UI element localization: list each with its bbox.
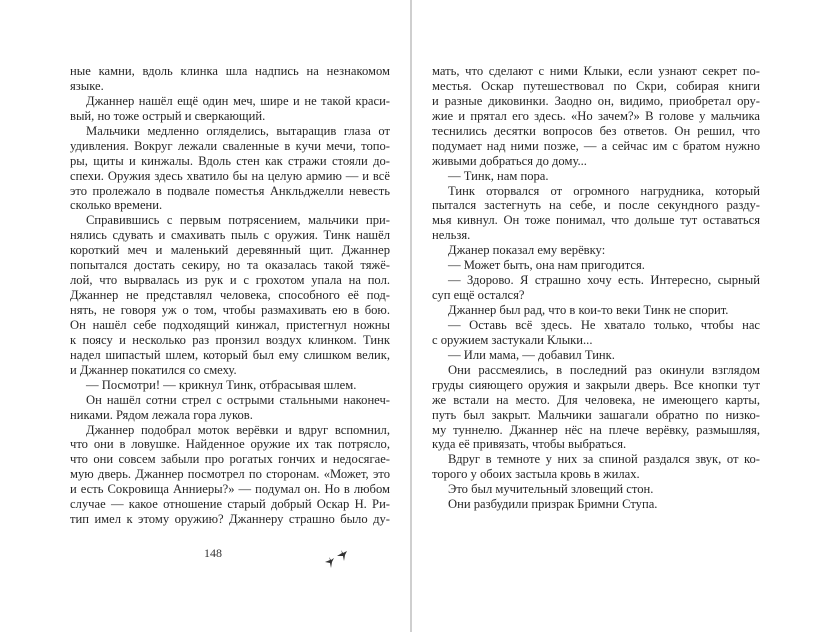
text-line: живыми добраться до дому...	[432, 153, 587, 168]
text-line: попытался достать секиру, но та оказалась такой тяжё-	[70, 258, 390, 273]
text-line: ры, щиты и кинжалы. Вдоль стен как стражи стояли до-	[70, 153, 390, 168]
text-line: груды сияющего оружия и закрыли дверь. Все кнопки тут	[432, 377, 760, 392]
text-line: Он нашёл себе подходящий кинжал, пристегнул ножны	[70, 317, 390, 332]
text-line: мую дверь. Джаннер посмотрел по сторонам. «Может, это	[70, 467, 390, 482]
text-line: Они разбудили призрак Бримни Ступа.	[448, 497, 658, 512]
left-page-text	[70, 64, 390, 527]
text-line: и разные диковинки. Заодно он, видимо, приобретал ору-	[432, 93, 760, 108]
text-line: что они совсем забыли про рогатых гончих и недосягае-	[70, 452, 390, 467]
text-line: лой, что вырвалась из рук и с грохотом упала на пол.	[70, 273, 390, 288]
text-line: мья кивнул. Он тоже понимал, что дольше тут оставаться	[432, 213, 760, 228]
text-line: нялись сдувать и смахивать пыль с оружия. Тинк нашёл	[70, 228, 390, 243]
text-line: нельзя.	[432, 228, 471, 243]
text-line: спехи. Оружия здесь хватило бы на целую армию — и всё	[70, 168, 390, 183]
text-line: же встали на место. Для человека, не имеющего карты,	[432, 392, 760, 407]
text-line: мать, что сделают с ними Клыки, если узнают секрет по-	[432, 64, 760, 78]
text-line: никами. Рядом лежала гора луков.	[70, 407, 253, 422]
text-line: к поясу и несколько раз пронзил воздух клинком. Тинк	[70, 332, 390, 347]
text-line: языке.	[70, 78, 104, 93]
page-number: 148	[204, 546, 222, 560]
text-line: Тинк оторвался от огромного нагрудника, который	[448, 183, 760, 198]
text-line: Джаннер не представлял человека, способного её под-	[70, 288, 390, 303]
text-line: и Джаннер покатился со смеху.	[70, 362, 237, 377]
text-line: короткий меч и маленький деревянный щит. Джаннер	[70, 243, 390, 258]
text-line: с оружием застукали Клыки...	[432, 332, 593, 347]
text-line: жие и прятал его здесь. «Но зачем?» В голове у мальчика	[432, 108, 760, 123]
text-line: ные камни, вдоль клинка шла надпись на незнакомом	[70, 64, 390, 78]
text-line: путь был закрыт. Мальчики зашагали обратно по низко-	[432, 407, 760, 422]
text-line: куда её привязать, чтобы выбраться.	[432, 437, 627, 452]
text-line: что они в ловушке. Найденное оружие их так потрясло,	[70, 437, 390, 452]
text-line: теснились десятки вопросов без ответов. Он решил, что	[432, 123, 760, 138]
text-line: — Может быть, она нам пригодится.	[448, 258, 645, 273]
text-line: Это был мучительный зловещий стон.	[448, 482, 654, 497]
text-line: Вдруг в темноте у них за спиной раздался звук, от ко-	[448, 452, 760, 467]
text-line: Они рассмеялись, в последний раз окинули взглядом	[448, 362, 760, 377]
text-line: Он нашёл сотни стрел с острыми стальными наконеч-	[86, 392, 390, 407]
text-line: Справившись с первым потрясением, мальчики при-	[86, 213, 390, 228]
text-line: — Оставь всё здесь. Не хватало только, чтобы нас	[448, 317, 760, 332]
text-line: Джаннер нашёл ещё один меч, шире и не такой краси-	[86, 93, 390, 108]
text-line: нять, не говоря уж о том, чтобы размахивать ею в бою.	[70, 303, 390, 317]
text-line: надел шипастый шлем, который был ему слишком велик,	[70, 347, 390, 362]
text-line: и есть Сокровища Анниеры?» — подумал он. Но в любом	[70, 482, 390, 497]
text-line: — Или мама, — добавил Тинк.	[448, 347, 615, 362]
birds-ornament-icon	[322, 549, 352, 573]
text-line: тип имел к этому оружию? Джаннеру страшно было ду-	[70, 512, 390, 527]
text-line: вый, но тоже острый и сверкающий.	[70, 108, 266, 123]
text-line: му туннелю. Джаннер нёс на плече верёвку, размышляя,	[432, 422, 760, 437]
book-spine	[410, 0, 412, 632]
text-line: суп ещё остался?	[432, 288, 525, 303]
text-line: пытался застегнуть на себе, и после секундного разду-	[432, 198, 760, 213]
text-line: местья. Оскар путешествовал по Скри, собирая книги	[432, 78, 760, 93]
text-line: сколько времени.	[70, 198, 163, 213]
text-line: удивления. Вокруг лежали сваленные в кучи мечи, топо-	[70, 138, 390, 153]
text-line: Джанер показал ему верёвку:	[448, 243, 606, 258]
text-line: Джаннер был рад, что в кои-то веки Тинк не спорит.	[448, 303, 729, 317]
text-line: Джаннер подобрал моток верёвки и вдруг вспомнил,	[86, 422, 390, 437]
text-line: Мальчики медленно огляделись, вытаращив глаза от	[86, 123, 390, 138]
text-line: случае — какое отношение старый добрый Оскар Н. Ри-	[70, 497, 390, 512]
right-page-text	[432, 64, 760, 512]
text-line: — Посмотри! — крикнул Тинк, отбрасывая шлем.	[86, 377, 357, 392]
text-line: торого у обоих застыла кровь в жилах.	[432, 467, 640, 482]
text-line: это пролежало в подвале поместья Анкльджелли невесть	[70, 183, 390, 198]
text-line: — Здорово. Я страшно хочу есть. Интересно, сырный	[448, 273, 760, 288]
text-line: подумает над ними позже, — а сейчас им с братом нужно	[432, 138, 760, 153]
text-line: — Тинк, нам пора.	[448, 168, 549, 183]
